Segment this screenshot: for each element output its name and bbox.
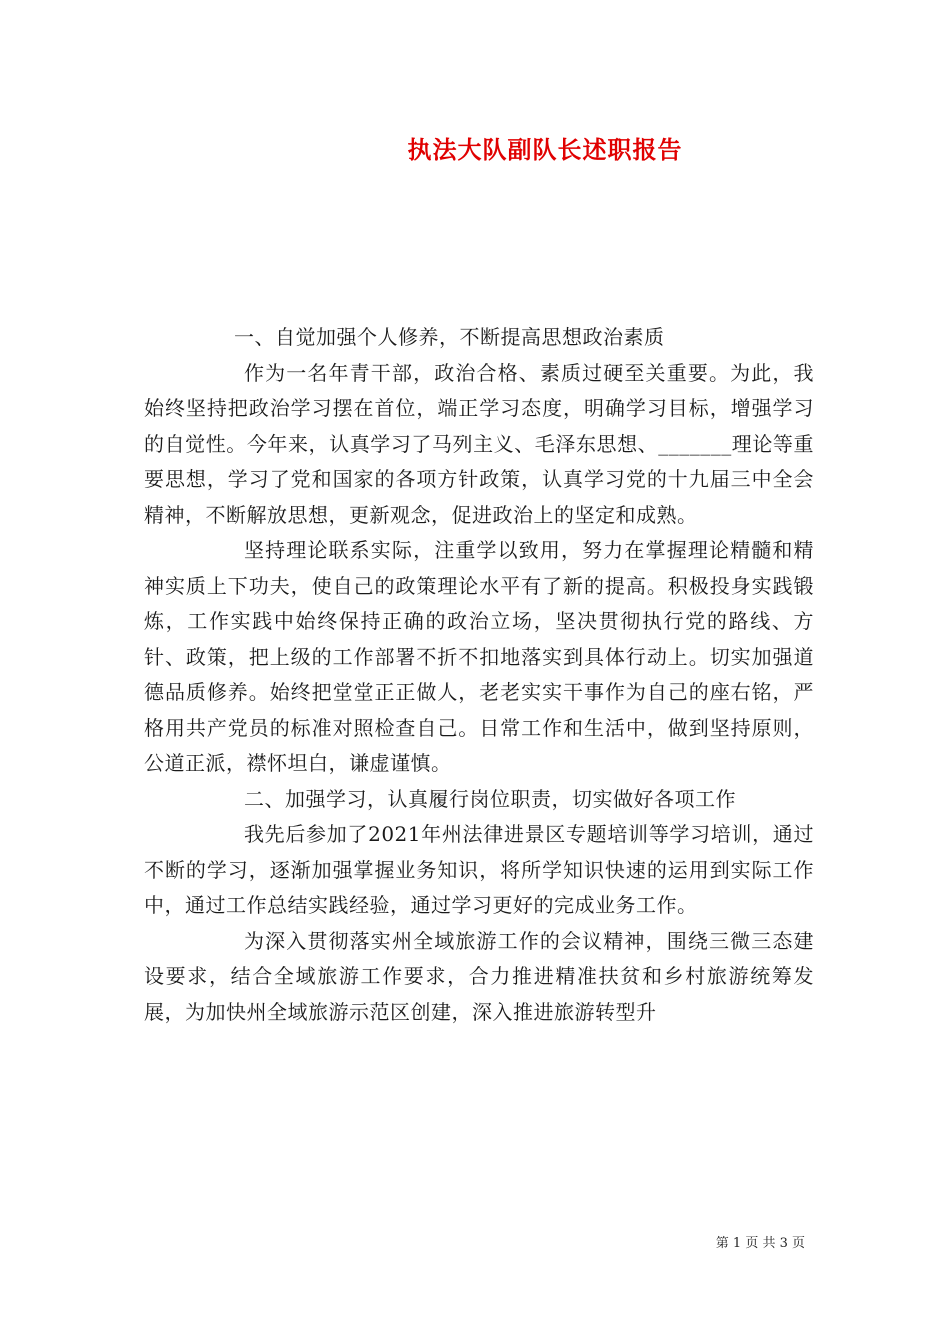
section-heading-2: 二、加强学习，认真履行岗位职责，切实做好各项工作 (244, 786, 736, 811)
section-1-paragraph-1: 作为一名年青干部，政治合格、素质过硬至关重要。为此，我始终坚持把政治学习摆在首位，端正学习态度，明确学习目标，增强学习的自觉性。今年来，认真学习了马列主义、毛泽东思想、_______理论等重要思想，学习了党和国家的各项方针政策，认真学习党的十九届三中全会精神，不断解放思想，更新观念，促进政治上的坚定和成熟。 (144, 360, 814, 527)
document-body (144, 320, 814, 1030)
section-heading-1: 一、自觉加强个人修养，不断提高思想政治素质 (234, 325, 665, 349)
section-1-paragraph-2: 坚持理论联系实际，注重学以致用，努力在掌握理论精髓和精神实质上下功夫，使自己的政策理论水平有了新的提高。积极投身实践锻炼，工作实践中始终保持正确的政治立场，坚决贯彻执行党的路线、方针、政策，把上级的工作部署不折不扣地落实到具体行动上。切实加强道德品质修养。始终把堂堂正正做人，老老实实干事作为自己的座右铭，严格用共产党员的标准对照检查自己。日常工作和生活中，做到坚持原则，公道正派，襟怀坦白，谦虚谨慎。 (144, 538, 814, 775)
section-2-paragraph-2: 为深入贯彻落实州全域旅游工作的会议精神，围绕三微三态建设要求，结合全域旅游工作要求，合力推进精准扶贫和乡村旅游统筹发展，为加快州全域旅游示范区创建，深入推进旅游转型升 (144, 928, 814, 1024)
section-2-paragraph-1: 我先后参加了2021年州法律进景区专题培训等学习培训，通过不断的学习，逐渐加强掌握业务知识，将所学知识快速的运用到实际工作中，通过工作总结实践经验，通过学习更好的完成业务工作。 (144, 822, 814, 917)
document-title: 执法大队副队长述职报告 (407, 136, 683, 164)
page-number: 第 1 页 共 3 页 (715, 1236, 805, 1251)
